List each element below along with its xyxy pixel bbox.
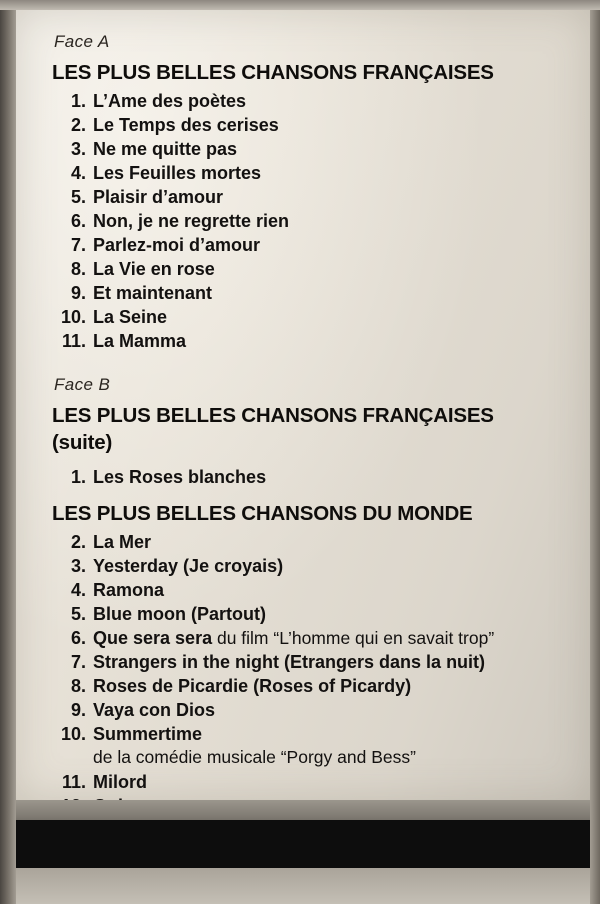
scan-right-edge xyxy=(590,0,600,904)
track-number: 9. xyxy=(70,700,86,721)
track-listing-card xyxy=(16,10,590,800)
face-b-section-title-line1: LES PLUS BELLES CHANSONS FRANÇAISES xyxy=(52,404,494,428)
track-title: La Mer xyxy=(93,532,152,552)
track-continuation-note: de la comédie musicale “Porgy and Bess” xyxy=(93,747,416,768)
track-number: 2. xyxy=(70,114,86,135)
face-a-section-title: LES PLUS BELLES CHANSONS FRANÇAISES xyxy=(52,61,494,84)
track-number: 1. xyxy=(70,90,86,111)
track-number: 6. xyxy=(70,211,86,232)
list-item xyxy=(52,674,582,698)
track-listing-content xyxy=(52,32,582,842)
track-title: Milord xyxy=(93,771,147,792)
track-number: 11. xyxy=(61,331,86,352)
list-item xyxy=(52,185,582,209)
track-number: 3. xyxy=(70,138,86,159)
track-number: 8. xyxy=(70,676,86,697)
track-number: 4. xyxy=(70,163,86,183)
face-b-track-list-french xyxy=(52,465,582,489)
track-title: L’Ame des poètes xyxy=(93,90,247,111)
track-number: 1. xyxy=(70,467,86,488)
track-title: Plaisir d’amour xyxy=(93,187,224,208)
list-item xyxy=(52,113,582,137)
face-b-section-title-world: LES PLUS BELLES CHANSONS DU MONDE xyxy=(52,502,473,526)
track-number: 6. xyxy=(70,628,86,649)
track-title: Parlez-moi d’amour xyxy=(93,235,261,256)
track-title: La Mamma xyxy=(93,331,187,352)
track-title: Summertime xyxy=(93,724,203,745)
track-number: 5. xyxy=(70,604,86,625)
track-number: 9. xyxy=(70,283,86,304)
track-number: 7. xyxy=(70,652,86,673)
track-number: 11. xyxy=(61,771,86,792)
face-a-track-list xyxy=(52,89,582,353)
list-item xyxy=(52,554,582,578)
track-title: Vaya con Dios xyxy=(93,700,216,721)
list-item xyxy=(52,698,582,722)
face-a-label: Face A xyxy=(54,32,110,51)
track-number: 8. xyxy=(70,259,86,280)
black-margin-zone xyxy=(16,820,590,872)
list-item xyxy=(52,257,582,281)
track-number: 5. xyxy=(70,187,86,208)
list-item xyxy=(52,602,582,626)
face-b-label: Face B xyxy=(54,375,111,395)
track-title: La Seine xyxy=(93,307,168,328)
list-item xyxy=(52,650,582,674)
track-title: Et maintenant xyxy=(93,283,213,304)
track-number: 10. xyxy=(60,307,86,328)
list-item xyxy=(52,465,582,489)
track-title: Strangers in the night (Etrangers dans la nuit) xyxy=(93,652,486,673)
track-title: Roses de Picardie (Roses of Picardy) xyxy=(93,676,412,697)
list-item xyxy=(52,89,582,113)
track-title-main: Que sera sera xyxy=(93,628,213,649)
track-title: Le Temps des cerises xyxy=(93,114,279,135)
track-title: Non, je ne regrette rien xyxy=(93,211,290,232)
face-b-track-list-world xyxy=(52,530,582,746)
list-item xyxy=(52,722,582,746)
track-title: Yesterday (Je croyais) xyxy=(93,556,284,577)
track-number: 3. xyxy=(70,556,86,577)
list-item xyxy=(52,233,582,257)
list-item xyxy=(52,578,582,602)
face-b-section-title-line2: (suite) xyxy=(52,431,113,455)
track-number: 2. xyxy=(70,532,86,552)
list-item xyxy=(52,305,582,329)
track-title xyxy=(93,626,582,650)
list-item xyxy=(52,770,582,794)
track-number: 4. xyxy=(70,580,86,601)
track-title: Les Feuilles mortes xyxy=(93,163,262,183)
list-item xyxy=(52,137,582,161)
track-title: Ne me quitte pas xyxy=(93,138,238,159)
track-number: 10. xyxy=(60,724,86,745)
scan-left-edge xyxy=(0,0,16,904)
track-number: 7. xyxy=(70,235,86,256)
list-item xyxy=(52,281,582,305)
scan-bottom-edge xyxy=(16,868,590,904)
list-item xyxy=(52,329,582,353)
track-title: Blue moon (Partout) xyxy=(93,604,266,625)
track-title: Les Roses blanches xyxy=(93,467,267,488)
list-item xyxy=(52,530,582,554)
list-item xyxy=(52,626,582,650)
list-item xyxy=(52,161,582,185)
track-title: La Vie en rose xyxy=(93,259,215,280)
list-item xyxy=(52,209,582,233)
track-title: Ramona xyxy=(93,580,165,601)
track-note: du film “L’homme qui en savait trop” xyxy=(212,628,495,649)
scan-top-edge xyxy=(0,0,600,10)
